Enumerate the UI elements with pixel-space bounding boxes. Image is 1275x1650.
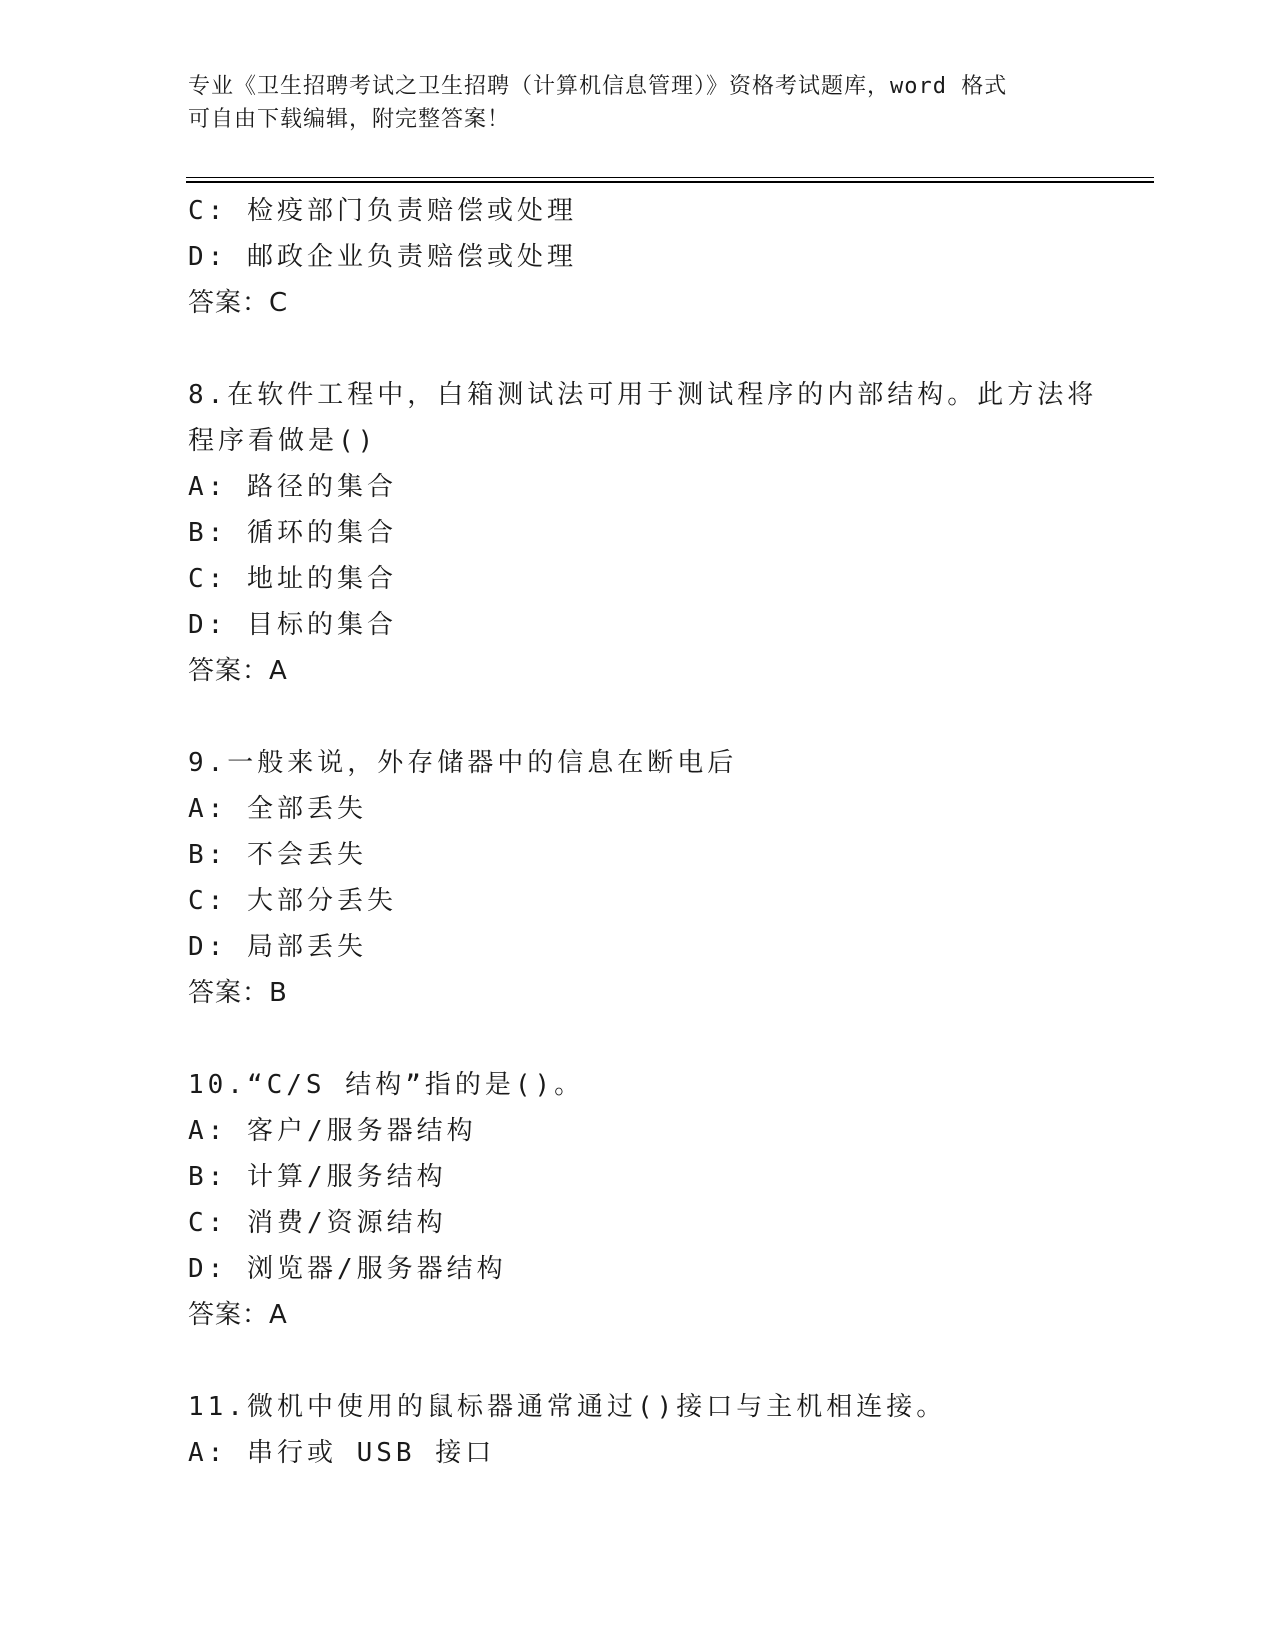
question-9 (188, 740, 1088, 1016)
question-stem: 10.“C/S 结构”指的是()。 (188, 1070, 585, 1100)
header-divider-thick (186, 181, 1154, 183)
question-stem: 程序看做是() (188, 426, 378, 456)
option-c: C: 大部分丢失 (188, 886, 397, 916)
answer-line: 答案：B (188, 978, 288, 1008)
header-line-1: 专业《卫生招聘考试之卫生招聘（计算机信息管理）》资格考试题库，word 格式 (188, 74, 1008, 99)
option-d: D: 浏览器/服务器结构 (188, 1254, 507, 1284)
header-divider-thin (186, 177, 1154, 178)
option-d: D: 邮政企业负责赔偿或处理 (188, 242, 577, 272)
header-line-2: 可自由下载编辑，附完整答案！ (188, 107, 511, 132)
question-10 (188, 1062, 1088, 1338)
question-8 (188, 372, 1098, 694)
question-11 (188, 1384, 1088, 1476)
option-d: D: 局部丢失 (188, 932, 367, 962)
option-b: B: 计算/服务结构 (188, 1162, 447, 1192)
option-c: C: 检疫部门负责赔偿或处理 (188, 196, 577, 226)
question-7-tail (188, 188, 1088, 326)
document-header (188, 70, 1088, 136)
option-a: A: 全部丢失 (188, 794, 367, 824)
option-c: C: 地址的集合 (188, 564, 397, 594)
question-stem: 9.一般来说，外存储器中的信息在断电后 (188, 748, 738, 778)
question-list (188, 188, 1098, 1476)
option-a: A: 串行或 USB 接口 (188, 1438, 496, 1468)
option-a: A: 路径的集合 (188, 472, 397, 502)
answer-line: 答案：C (188, 288, 289, 318)
answer-line: 答案：A (188, 1300, 288, 1330)
option-d: D: 目标的集合 (188, 610, 397, 640)
answer-line: 答案：A (188, 656, 288, 686)
option-b: B: 循环的集合 (188, 518, 397, 548)
question-stem: 11.微机中使用的鼠标器通常通过()接口与主机相连接。 (188, 1392, 947, 1422)
question-stem: 8.在软件工程中，白箱测试法可用于测试程序的内部结构。此方法将 (188, 380, 1098, 410)
option-a: A: 客户/服务器结构 (188, 1116, 477, 1146)
option-c: C: 消费/资源结构 (188, 1208, 447, 1238)
option-b: B: 不会丢失 (188, 840, 367, 870)
